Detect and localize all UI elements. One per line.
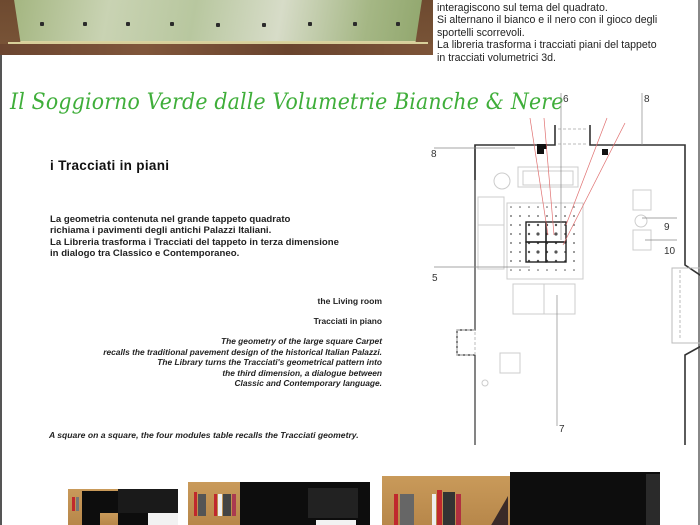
english-paragraph — [103, 336, 382, 389]
caption: A square on a square, the four modules table recalls the Tracciati geometry. — [49, 430, 359, 440]
italian-paragraph — [50, 214, 339, 259]
carpet-hole — [170, 22, 174, 26]
carpet-hole — [216, 23, 220, 27]
plan-label-8-top: 8 — [644, 94, 650, 105]
page-border-left — [0, 0, 2, 525]
carpet-hole — [262, 23, 266, 27]
carpet-hole — [396, 22, 400, 26]
bookshelf-medium — [188, 482, 370, 525]
carpet-hole — [353, 22, 357, 26]
intro-line: La libreria trasforma i tracciati piani del tappeto — [437, 39, 657, 52]
carpet-photo — [0, 0, 433, 55]
intro-text — [437, 0, 697, 64]
english-line: The Library turns the Tracciati's geometrical pattern into — [157, 357, 382, 368]
english-subtitle: the Living room — [317, 296, 382, 306]
carpet-hole — [308, 22, 312, 26]
english-line: the third dimension, a dialogue between — [222, 367, 382, 378]
italian-line: La geometria contenuta nel grande tappeto quadrato — [50, 214, 291, 225]
plan-label-7: 7 — [559, 424, 565, 435]
italian-line: richiama i pavimenti degli antichi Palazzi Italiani. — [50, 225, 272, 237]
plan-label-9: 9 — [664, 222, 670, 233]
carpet-hole — [40, 22, 44, 26]
carpet-hole — [126, 22, 130, 26]
intro-line: in tracciati volumetrici 3d. — [437, 51, 556, 64]
bookshelf-small — [68, 489, 178, 525]
plan-label-8-left: 8 — [431, 149, 437, 160]
wood-floor — [0, 44, 433, 55]
page-title: Il Soggiorno Verde dalle Volumetrie Bianche & Nere — [10, 90, 564, 115]
carpet-hole — [83, 22, 87, 26]
plan-label-5: 5 — [432, 273, 438, 284]
floor-plan — [420, 85, 700, 445]
english-line: recalls the traditional pavement design of the historical Italian Palazzi. — [103, 346, 382, 357]
italian-line: La Libreria trasforma i Tracciati del tappeto in terza dimensione — [50, 236, 339, 248]
english-subtitle-2: Tracciati in piano — [313, 316, 382, 326]
intro-line: Si alternano il bianco e il nero con il gioco degli — [437, 14, 658, 27]
green-carpet — [8, 0, 428, 43]
section-heading: i Tracciati in piani — [50, 158, 170, 173]
english-line: Classic and Contemporary language. — [234, 378, 382, 389]
english-line: The geometry of the large square Carpet — [220, 336, 382, 346]
plan-label-6: 6 — [563, 94, 569, 105]
bookshelf-large — [382, 472, 660, 525]
english-section — [103, 296, 382, 389]
intro-line: sportelli scorrevoli. — [437, 26, 525, 39]
intro-line: interagiscono sul tema del quadrato. — [437, 2, 608, 14]
italian-line: in dialogo tra Classico e Contemporaneo. — [50, 247, 240, 259]
plan-label-10: 10 — [664, 246, 676, 257]
